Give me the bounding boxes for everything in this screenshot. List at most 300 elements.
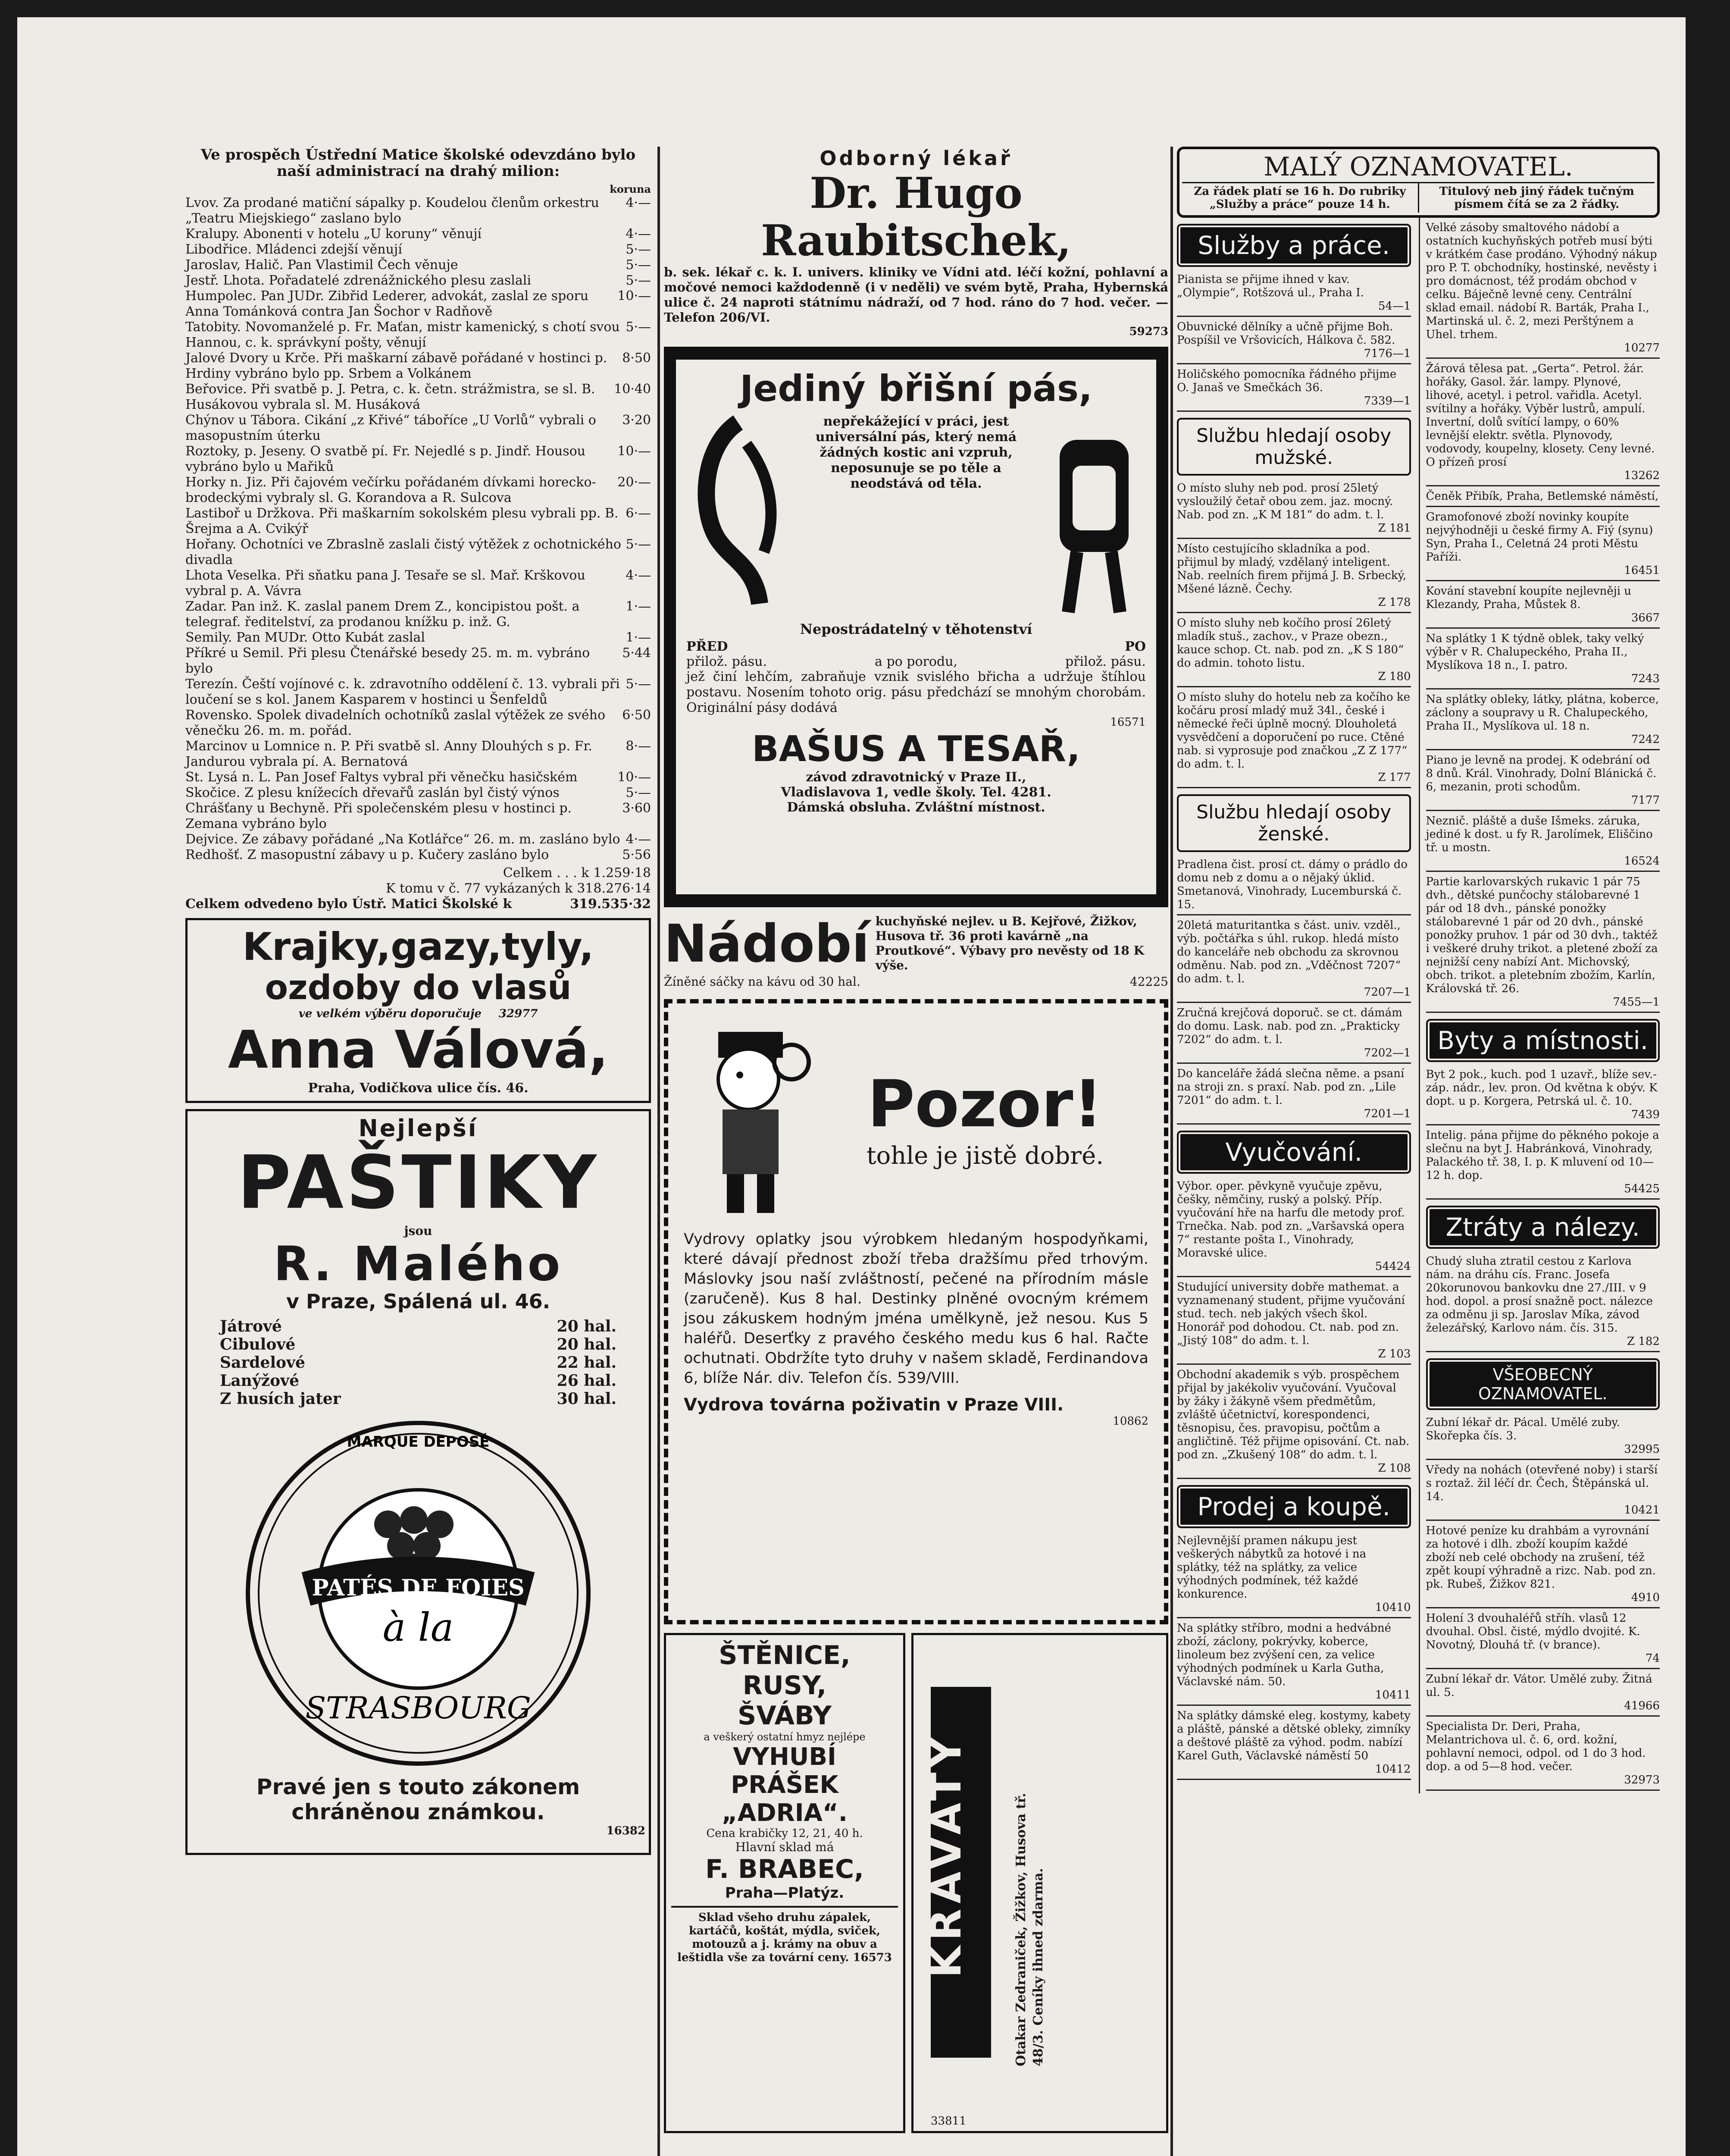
nadobi-ad-text2: Žíněné sáčky na kávu od 30 hal. — [664, 975, 860, 989]
lace-ad-address: Praha, Vodičkova ulice čís. 46. — [308, 1081, 529, 1096]
list-prodej — [1177, 1534, 1411, 1780]
classified-text: Studující university dobře mathemat. a vyznamenaný student, přijme vyučování stud. tech. neb jakých všech škol. Honorář pod dohodou. Ct. nab. pod zn. „Jistý 108“ do adm. t. l. — [1177, 1281, 1405, 1347]
classified-ad — [1426, 511, 1660, 577]
donation-text: Lhota Veselka. Při sňatku pana J. Tesaře se sl. Mař. Krškovou vybral p. A. Vávra — [185, 568, 585, 599]
divider — [1426, 627, 1660, 629]
donation-row — [185, 195, 651, 226]
list-zbozi — [1426, 221, 1660, 1013]
classified-text: Partie karlovarských rukavic 1 pár 75 dvh., dětské punčochy stálobarevné 1 pár od 18 dvh., pánské ponožky stálobarevné 1 pár od 20 dvh., pánské ponožky pruhov. 1 pár od 30 dvh., taktéž i veškeré druhy trikot. a pletené zboží za nejnižší ceny nabízí Ant. Michovský, obch. trikot. a pletebním zbožím, Karlín, Královská tř. 26. — [1426, 875, 1658, 995]
donations-list — [185, 195, 651, 863]
classified-text: Specialista Dr. Deri, Praha, Melantrichova ul. č. 6, ord. kožní, pohlavní nemoci, odpol. od 1 do 3 hod. dop. a od 5—8 hod. večer. — [1426, 1720, 1646, 1773]
classified-ad — [1177, 919, 1411, 999]
classified-ad — [1426, 1673, 1660, 1713]
price-item: Z husích jater — [220, 1390, 341, 1408]
donation-amount: 5·— — [626, 257, 651, 273]
classified-text: Velké zásoby smaltového nádobí a ostatních kuchyňských potřeb musí býti v krátkém čase prodáno. Výhodný nákup pro P. T. obchodníky, hostinské, nevěsty i pro domácnost, též prodám obchod v celku. Báječně levné ceny. Centrální sklad email. nádobí R. Barták, Praha I., Martinská ul. č. 2, mezi Perštýnem a Uhel. trhem. — [1426, 221, 1657, 341]
price-value: 22 hal. — [557, 1354, 616, 1372]
divider — [1426, 688, 1660, 689]
belt-ad-title: Jediný břišní pás, — [740, 367, 1092, 410]
classified-number: 54—1 — [1378, 300, 1411, 313]
classified-ad — [1177, 1281, 1411, 1361]
doctor-ad — [664, 147, 1168, 338]
donation-row — [185, 599, 651, 630]
classified-ad — [1177, 1180, 1411, 1273]
kravaty-word: KRAVATY — [922, 1732, 970, 1978]
price-row — [220, 1372, 616, 1390]
price-value: 30 hal. — [557, 1390, 616, 1408]
section-byty: Byty a místnosti. — [1426, 1019, 1660, 1062]
donation-row — [185, 630, 651, 646]
classified-number: 7207—1 — [1364, 986, 1411, 999]
classified-ad — [1177, 1368, 1411, 1475]
divider — [1426, 580, 1660, 581]
divider — [1177, 538, 1411, 539]
donation-text: Roztoky, p. Jeseny. O svatbě pí. Fr. Nejedlé s p. Jindř. Housou vybráno bylo u Mařiků — [185, 444, 586, 474]
classified-text: Na splátky dámské eleg. kostymy, kabety a pláště, pánské a dětské obleky, zimníky a deštové pláště za výhod. podm. nabízí Karel Guth, Václavské náměstí 50 — [1177, 1709, 1411, 1762]
nadobi-ad-text: kuchyňské nejlev. u B. Kejřové, Žižkov, Husova tř. 36 proti kavárně „na Proutkové“. Výbavy pro nevěsty od 18 K výše. — [875, 914, 1144, 972]
classified-text: Byt 2 pok., kuch. pod 1 uzavř., blíže sev.-záp. nádr., lev. pron. Od května k obýv. K dopt. u p. Korgera, Petrská ul. č. 10. — [1426, 1068, 1658, 1108]
belt-caption-3: přilož. pásu. — [1065, 654, 1146, 669]
doctor-ad-name: Dr. Hugo Raubitschek, — [761, 169, 1071, 266]
divider — [1177, 914, 1411, 915]
donation-row — [185, 226, 651, 242]
donation-amount: 10·— — [617, 444, 651, 459]
price-item: Sardelové — [220, 1354, 305, 1372]
classified-ad — [1426, 1255, 1660, 1348]
donation-row — [185, 320, 651, 351]
divider — [1426, 506, 1660, 507]
section-muzske: Službu hledají osoby mužské. — [1177, 418, 1411, 476]
divider — [1177, 787, 1411, 788]
divider — [1426, 1607, 1660, 1608]
list-vseobecny — [1426, 1416, 1660, 1791]
donation-amount: 5·— — [626, 785, 651, 800]
divider — [1177, 1478, 1411, 1479]
donation-row — [185, 832, 651, 847]
divider — [1177, 686, 1411, 687]
lace-ad-name: Anna Válová, — [228, 1020, 609, 1080]
pate-ad — [185, 1109, 651, 1855]
classified-text: Piano je levně na prodej. K odebrání od 8 dnů. Král. Vinohrady, Dolní Blánická č. 6, mezanin, proti schodům. — [1426, 754, 1657, 793]
classified-ad — [1177, 1622, 1411, 1702]
donation-text: Beřovice. Při svatbě p. J. Petra, c. k. četn. strážmistra, se sl. B. Husákovou vybrala sl. M. Husáková — [185, 382, 595, 412]
classified-text: Gramofonové zboží novinky koupíte nejvýhodněji u české firmy A. Fiý (synu) Syn, Praha I., Celetná 24 proti Městu Paříži. — [1426, 511, 1653, 564]
donation-amount: 5·— — [626, 320, 651, 335]
donations-heading: Ve prospěch Ústřední Matice školské odevzdáno bylo naší administrací na drahý milion: — [200, 146, 636, 180]
classified-number: 3667 — [1631, 611, 1660, 624]
doctor-ad-number: 59273 — [1129, 325, 1168, 338]
pozor-ad-title: Pozor! — [867, 1066, 1103, 1142]
classified-ad — [1177, 1006, 1411, 1060]
belt-ad — [664, 347, 1168, 907]
classified-number: 7176—1 — [1364, 347, 1411, 360]
belt-after-figure-icon — [1042, 414, 1146, 621]
classified-text: Kování stavební koupíte nejlevněji u Klezandy, Praha, Můstek 8. — [1426, 585, 1632, 611]
pate-ad-jsou: jsou — [404, 1224, 432, 1238]
belt-ad-mid: Nepostrádatelný v těhotenství — [800, 621, 1032, 637]
pozor-ad-sub: tohle je jistě dobré. — [866, 1141, 1104, 1170]
donation-row — [185, 739, 651, 770]
classifieds-rates-right: Titulový neb jiný řádek tučným písmem čítá se za 2 řádky. — [1439, 185, 1634, 211]
classified-text: Intelig. pána přijme do pěkného pokoje a slečnu na byt J. Habránková, Vinohrady, Palackého tř. 38, I. p. K mluvení od 10—12 h. dop. — [1426, 1129, 1659, 1182]
divider — [1177, 1123, 1411, 1125]
classified-ad — [1426, 1416, 1660, 1456]
kravaty-text: Otakar Zedraniček, Žižkov, Husova tř. 48/3. Ceníky ihned zdarma. — [1014, 1792, 1046, 2066]
classified-text: Obuvnické dělníky a učně přijme Boh. Pospíšil ve Vršovicích, Hálkova č. 582. — [1177, 320, 1395, 347]
section-vyucovani: Vyučování. — [1177, 1131, 1411, 1174]
classified-ad — [1177, 1067, 1411, 1121]
svg-text:PATÉS DE FOIES: PATÉS DE FOIES — [312, 1575, 525, 1601]
classifieds-title: MALÝ OZNAMOVATEL. — [1264, 152, 1573, 182]
section-vseobecny: VŠEOBECNÝ OZNAMOVATEL. — [1426, 1358, 1660, 1410]
classified-ad — [1177, 320, 1411, 360]
divider — [1426, 1789, 1660, 1791]
pate-ad-title: PAŠTIKY — [237, 1140, 599, 1225]
pate-ad-number: 16382 — [606, 1824, 645, 1837]
donation-text: Horky n. Jiz. Při čajovém večírku pořádaném dívkami horecko-brodeckými vybraly sl. G. Korandova a R. Sulcova — [185, 475, 596, 505]
classified-number: 32995 — [1624, 1443, 1660, 1456]
classified-number: Z 178 — [1378, 596, 1411, 609]
pate-ad-top: Nejlepší — [358, 1115, 478, 1142]
donation-row — [185, 506, 651, 537]
belt-label-before: PŘED — [686, 639, 728, 654]
classified-number: 7201—1 — [1364, 1107, 1411, 1120]
donation-amount: 3·20 — [622, 413, 651, 428]
lace-ad-number: 32977 — [498, 1007, 538, 1020]
divider — [1426, 1520, 1660, 1521]
divider — [1177, 1705, 1411, 1706]
nadobi-ad-footer — [664, 975, 1168, 989]
donation-amount: 6·— — [626, 506, 651, 521]
classified-text: Na splátky 1 K týdně oblek, taky velký výběr v R. Chalupeckého, Praha II., Myslíkova 18 n., I. patro. — [1426, 632, 1644, 672]
divider — [1177, 411, 1411, 412]
doctor-ad-text: b. sek. lékař c. k. I. univers. kliniky ve Vídni atd. léčí kožní, pohlavní a močové nemoci každodenně (i v neděli) ve svém bytě, Praha, Hybernská ulice č. 24 naproti státnímu nádraží, od 7 hod. ráno do 7 hod. večer. — Telefon 206/VI. — [664, 265, 1168, 325]
classified-text: Žárová tělesa pat. „Gerta“. Petrol. žár. hořáky, Gasol. žár. lampy. Plynové, lihové, acetyl. i petrol. vařidla. Acetyl. svítilny a hořáky. Výběr lustrů, ampulí. Invertní, dolů svítící lampy, o 60% levnější elektr. světla. Plynovody, vodovody, koupelny, klosety. Ceny levné. O přízeň prosí — [1426, 362, 1655, 469]
divider — [1426, 810, 1660, 811]
list-vyucovani — [1177, 1180, 1411, 1479]
classified-text: Hotové peníze ku drahbám a vyrovnání za hotové i dlh. zboží koupím každé zboží neb celé obchody na zrušení, též zpět koupí výhradně a rizc. Nab. pod zn. pk. Rubeš, Žižkov 821. — [1426, 1524, 1656, 1591]
divider — [1426, 871, 1660, 872]
classified-ad — [1177, 482, 1411, 535]
donation-row — [185, 770, 651, 785]
pozor-ad — [664, 999, 1168, 1624]
donation-amount: 10·— — [617, 770, 651, 785]
classified-text: Místo cestujícího skladníka a pod. přijmul by mladý, vzdělaný inteligent. Nab. reelních firem přijmá J. B. Srbecký, Mšené lázně. Čechy. — [1177, 542, 1407, 595]
bottom-ads-row — [664, 1633, 1168, 2133]
classified-text: O místo sluhy neb pod. prosí 25letý vysloužilý četař obou zem. jaz. mocný. Nab. pod zn. „K M 181“ do adm. t. l. — [1177, 482, 1393, 521]
divider — [1177, 363, 1411, 364]
grand-total-row: Celkem odvedeno bylo Ústř. Matici Školské k 319.535·32 — [185, 896, 651, 912]
divider — [1177, 612, 1411, 613]
pate-price-list — [220, 1317, 616, 1408]
list-zenske — [1177, 858, 1411, 1125]
classified-ad — [1177, 1534, 1411, 1614]
classified-ad — [1177, 273, 1411, 313]
price-item: Cibulové — [220, 1335, 296, 1354]
divider — [1426, 1198, 1660, 1200]
classified-ad — [1426, 693, 1660, 746]
donations-column — [185, 147, 651, 1855]
classified-number: 10412 — [1375, 1763, 1411, 1776]
donation-amount: 6·50 — [622, 708, 651, 723]
donation-text: Redhošť. Z masopustní zábavy u p. Kučery zasláno bylo — [185, 847, 549, 862]
list-sluzby — [1177, 273, 1411, 412]
divider — [1426, 485, 1660, 486]
classified-ad — [1426, 632, 1660, 686]
classifieds-subcolumn-left — [1177, 218, 1411, 1793]
classified-ad — [1177, 617, 1411, 683]
classified-text: Chudý sluha ztratil cestou z Karlova nám. na dráhu cís. Franc. Josefa 20korunovou bankovku dne 27./III. v 9 hod. dopol. a prosí snažně poct. nálezce za odměnu ji sp. Jaroslav Míka, závod železářský, Karlovo nám. čís. 315. — [1426, 1255, 1653, 1335]
donation-amount: 5·— — [626, 537, 651, 552]
belt-ad-firm3: Vladislavova 1, vedle školy. Tel. 4281. — [781, 785, 1051, 800]
classified-ad — [1426, 1612, 1660, 1665]
pate-ad-name: R. Malého — [273, 1236, 563, 1291]
classified-ad — [1177, 542, 1411, 609]
svg-text:STRASBOURG: STRASBOURG — [305, 1690, 531, 1726]
belt-ad-firm2: závod zdravotnický v Praze II., — [806, 770, 1026, 785]
belt-ad-firm: BAŠUS A TESAŘ, — [752, 729, 1080, 770]
price-value: 26 hal. — [557, 1372, 616, 1390]
price-row — [220, 1335, 616, 1354]
classified-text: Nejlevnější pramen nákupu jest veškerých nábytků za hotové i na splátky, též na splátky, za velice výhodných podmínek, též každé konkurence. — [1177, 1534, 1367, 1601]
classified-text: Na splátky stříbro, modni a hedvábné zboží, záclony, pokrývky, koberce, linoleum bez zvýšení cen, za velice výhodných podmínek u Karla Gutha, Václavské nám. 50. — [1177, 1622, 1392, 1688]
donation-amount: 10·40 — [614, 382, 651, 397]
classified-ad — [1426, 221, 1660, 355]
section-zenske: Službu hledají osoby ženské. — [1177, 794, 1411, 852]
classified-ad — [1426, 875, 1660, 1009]
classified-number: 7202—1 — [1364, 1047, 1411, 1059]
classified-number: 4910 — [1631, 1591, 1660, 1604]
nadobi-ad-title: Nádobí — [664, 914, 870, 974]
donation-text: Humpolec. Pan JUDr. Zibřid Lederer, advokát, zaslal ze sporu Anna Tománková contra Jan Šochor v Radňově — [185, 288, 589, 319]
donation-row — [185, 847, 651, 863]
donation-row — [185, 273, 651, 288]
classified-ad — [1426, 1463, 1660, 1517]
divider — [1177, 1617, 1411, 1618]
nadobi-ad — [664, 914, 1168, 975]
svg-text:à la: à la — [382, 1605, 454, 1650]
classified-number: 7339—1 — [1364, 395, 1411, 407]
classified-number: 7455—1 — [1613, 996, 1660, 1009]
price-item: Lanýžové — [220, 1372, 300, 1390]
donation-text: Kralupy. Abonenti v hotelu „U koruny“ věnují — [185, 226, 482, 241]
classified-text: Holení 3 dvouhaléřů stříh. vlasů 12 dvouhal. Obsl. čisté, mýdlo dvojité. K. Novotný, Dlouhá tř. (v brance). — [1426, 1612, 1640, 1651]
donation-text: Semily. Pan MUDr. Otto Kubát zaslal — [185, 630, 425, 645]
divider — [1177, 1062, 1411, 1064]
belt-ad-text: jež činí lehčím, zabraňuje vznik svislého břicha a udržuje štíhlou postavu. Nosením tohoto orig. pásu předchází se mnohým chorobám. Originální pásy dodává — [686, 669, 1146, 715]
adria-price: Cena krabičky 12, 21, 40 h. — [706, 1827, 863, 1840]
divider — [1177, 1363, 1411, 1365]
divider — [1177, 1779, 1411, 1780]
donation-amount: 5·— — [626, 242, 651, 257]
donation-amount: 10·— — [617, 288, 651, 304]
divider — [1177, 1276, 1411, 1277]
classified-text: O místo sluhy do hotelu neb za kočího ke kočáru prosí mladý muž 34l., české i německé řeči úplně mocný. Dlouholetá vysvědčení a doporučení po ruce. Ctěné nab. si vyprosuje pod značkou „Z Z 177“ do adm. t. l. — [1177, 691, 1411, 771]
donation-text: Terezín. Čeští vojínové c. k. zdravotního oddělení č. 13. vybrali při loučení se s kol. Janem Kasparem v hostinci u Šenfeldů — [185, 677, 620, 707]
classified-ad — [1426, 1720, 1660, 1787]
belt-caption-2: a po porodu, — [875, 654, 957, 669]
donation-row — [185, 801, 651, 832]
donation-row — [185, 537, 651, 568]
donation-text: St. Lysá n. L. Pan Josef Faltys vybral při věnečku hasičském — [185, 770, 578, 785]
lace-ad-line2: ozdoby do vlasů — [265, 968, 572, 1007]
belt-ad-sub: nepřekážející v práci, jest universální pás, který nemá žádných kostic ani vzpruh, neposunuje se po těle a neodstává od těla. — [815, 414, 1017, 491]
donation-amount: 8·— — [626, 739, 651, 754]
classified-number: 10411 — [1375, 1689, 1411, 1702]
classified-ad — [1177, 1709, 1411, 1776]
pate-ad-address: v Praze, Spálená ul. 46. — [286, 1290, 551, 1313]
divider — [1426, 1668, 1660, 1669]
classified-number: 7177 — [1631, 794, 1660, 807]
donation-text: Tatobity. Novomanželé p. Fr. Maťan, mistr kamenický, s chotí svou Hannou, c. k. správkyní pošty, věnují — [185, 320, 620, 350]
classified-number: 54425 — [1624, 1182, 1660, 1195]
donation-amount: 5·— — [626, 677, 651, 692]
belt-ad-number: 16571 — [1110, 716, 1146, 729]
adria-l5: PRÁŠEK — [731, 1771, 838, 1799]
price-row — [220, 1390, 616, 1408]
section-ztraty: Ztráty a nálezy. — [1426, 1206, 1660, 1249]
belt-caption-1: přilož. pásu. — [686, 654, 767, 669]
divider — [1426, 357, 1660, 359]
section-sluzby: Služby a práce. — [1177, 224, 1411, 267]
list-ztraty — [1426, 1255, 1660, 1352]
classified-ad — [1426, 1068, 1660, 1122]
donation-row — [185, 475, 651, 506]
adria-location: Praha—Platýz. — [725, 1884, 845, 1902]
divider — [1426, 1459, 1660, 1460]
divider — [1177, 1002, 1411, 1003]
donation-row — [185, 785, 651, 801]
classified-text: Vředy na nohách (otevřené noby) i starší s roztaž. žil léčí dr. Čech, Štěpánská ul. 14. — [1426, 1463, 1658, 1503]
classified-text: Pianista se přijme ihned v kav. „Olympie“, Rotšzová ul., Praha I. — [1177, 273, 1364, 299]
total-row: Celkem . . . k 1.259·18 — [503, 865, 651, 881]
classified-text: Neznič. pláště a duše Išmeks. záruka, jediné k dost. u fy R. Jarolímek, Eliščino tř. u mostn. — [1426, 815, 1653, 854]
classified-text: Zubní lékař dr. Pácal. Umělé zuby. Skořepka čís. 3. — [1426, 1416, 1620, 1442]
classified-number: 32973 — [1624, 1774, 1660, 1786]
classified-ad — [1177, 691, 1411, 784]
lace-ad-line3: ve velkém výběru doporučuje — [298, 1007, 482, 1020]
classified-text: Holičského pomocníka řádného přijme O. Janaš ve Smečkách 36. — [1177, 368, 1397, 394]
adria-l4: VYHUBÍ — [733, 1743, 836, 1771]
adria-bottom: Sklad všeho druhu zápalek, kartáčů, koštát, mýdla, sviček, motouzů a j. krámy na obuv a leštidla vše za tovární ceny. 16573 — [671, 1906, 898, 1965]
classified-number: 41966 — [1624, 1699, 1660, 1712]
donation-amount: 20·— — [617, 475, 651, 490]
classifieds-header — [1177, 147, 1660, 218]
donation-text: Lastiboř u Držkova. Při maškarním sokolském plesu vybrali pp. B. Šrejma a A. Cvikýř — [185, 506, 619, 536]
donation-row — [185, 382, 651, 413]
donation-row — [185, 351, 651, 382]
donation-amount: 5·— — [626, 273, 651, 288]
classified-number: 7439 — [1631, 1108, 1660, 1121]
donation-text: Dejvice. Ze zábavy pořádané „Na Kotlářce“ 26. m. m. zasláno bylo — [185, 832, 620, 847]
classified-ad — [1426, 362, 1660, 483]
classified-text: Na splátky obleky, látky, plátna, koberce, záclony a soupravy u R. Chalupeckého, Praha II., Myslíkova ul. 18 n. — [1426, 693, 1659, 733]
donation-text: Lvov. Za prodané matiční sápalky p. Koudelou členům orkestru „Teatru Miejskiego“ zaslano bylo — [185, 195, 599, 226]
pozor-ad-number: 10862 — [1113, 1415, 1148, 1428]
donation-text: Hořany. Ochotníci ve Zbraslně zaslali čistý výtěžek z ochotnického divadla — [185, 537, 621, 567]
donation-text: Jestř. Lhota. Pořadatelé zdrenážnického plesu zaslali — [185, 273, 531, 288]
divider — [1426, 1715, 1660, 1717]
divider — [1426, 749, 1660, 750]
donation-amount: 4·— — [626, 226, 651, 241]
donation-text: Marcinov u Lomnice n. P. Při svatbě sl. Anny Dlouhých s p. Fr. Jandurou vybrala pí. A. Bernatová — [185, 739, 592, 769]
donation-amount: 4·— — [626, 568, 651, 583]
newspaper-page — [17, 17, 1686, 2156]
previous-row: K tomu v č. 77 vykázaných k 318.276·14 — [386, 881, 651, 896]
currency-label: koruna — [610, 183, 651, 195]
classified-text: Do kanceláře žádá slečna něme. a psaní na stroji zn. s praxí. Nab. pod zn. „Lile 7201“ do adm. t. l. — [1177, 1067, 1405, 1107]
adria-ad — [664, 1633, 905, 2133]
adria-firm: F. BRABEC, — [705, 1854, 864, 1884]
classified-number: 74 — [1645, 1652, 1660, 1665]
donation-row — [185, 288, 651, 320]
classified-number: 7242 — [1631, 733, 1660, 746]
price-row — [220, 1317, 616, 1335]
kravaty-number: 33811 — [931, 2115, 967, 2128]
classified-number: 13262 — [1624, 469, 1660, 482]
list-muzske — [1177, 482, 1411, 788]
donation-amount: 8·50 — [622, 351, 651, 366]
classified-text: Výbor. oper. pěvkyně vyučuje zpěvu, češky, němčiny, ruský a polský. Příp. vyučování hře na harfu dle metody prof. Trnečka. Nab. pod zn. „Varšavská opera 7“ restante pošta I., Vinohrady, Moravské ulice. — [1177, 1180, 1405, 1260]
classifieds-rates-left: Za řádek platí se 16 h. Do rubriky „Služby a práce“ pouze 14 h. — [1182, 183, 1419, 213]
classified-number: Z 177 — [1378, 771, 1411, 784]
classified-number: 16524 — [1624, 855, 1660, 868]
classified-number: 7243 — [1631, 672, 1660, 685]
divider — [1426, 1351, 1660, 1352]
classified-number: Z 103 — [1378, 1348, 1411, 1360]
donation-amount: 4·— — [626, 195, 651, 210]
classified-ad — [1426, 585, 1660, 625]
price-item: Játrové — [220, 1317, 282, 1335]
classified-text: 20letá maturitantka s část. univ. vzděl., výb. počtářka s úhl. rukop. hledá místo do kanceláře neb obchodu za skrovnou odměnu. Nab. pod zn. „Vděčnost 7207“ do adm. t. l. — [1177, 919, 1401, 985]
classified-text: Zubní lékař dr. Vátor. Umělé zuby. Žitná ul. 5. — [1426, 1673, 1652, 1699]
donation-text: Chrášťany u Bechyně. Při společenském plesu v hostinci p. Zemana vybráno bylo — [185, 801, 572, 831]
classified-text: O místo sluhy neb kočího prosí 26letý mladík stuš., zachov., v Praze obezn., kauce schop. Ct. nab. pod zn. „K S 180“ do admin. tohoto listu. — [1177, 617, 1404, 670]
classified-ad — [1426, 754, 1660, 807]
donation-text: Libodřice. Mládenci zdejší věnují — [185, 242, 402, 257]
lace-ad-line1: Krajky,gazy,tyly, — [242, 924, 594, 969]
lace-ad — [185, 918, 651, 1103]
classified-ad — [1177, 858, 1411, 912]
belt-label-after: PO — [1125, 639, 1146, 654]
classified-number: 10421 — [1624, 1504, 1660, 1517]
donation-text: Rovensko. Spolek divadelních ochotníků zaslal výtěžek ze svého věnečku 26. m. m. pořád. — [185, 708, 606, 738]
donation-row — [185, 257, 651, 273]
donation-amount: 1·— — [626, 599, 651, 614]
donation-text: Jalové Dvory u Krče. Při maškarní zábavě pořádané v hostinci p. Hrdiny vybráno bylo pp. Srbem a Volkánem — [185, 351, 607, 381]
adria-store: Hlavní sklad má — [735, 1840, 834, 1854]
donation-row — [185, 646, 651, 677]
svg-text:MARQUE DEPOSÉ: MARQUE DEPOSÉ — [347, 1433, 490, 1451]
adria-side: a veškerý ostatní hmyz nejlépe — [704, 1731, 866, 1743]
classified-number: 54424 — [1375, 1260, 1411, 1273]
classified-ad — [1426, 490, 1660, 503]
donation-amount: 4·— — [626, 832, 651, 847]
classified-text: Zručná krejčová doporuč. se ct. dámám do domu. Lask. nab. pod zn. „Prakticky 7202“ do adm. t. l. — [1177, 1006, 1402, 1046]
donation-text: Skočice. Z plesu knížecích dřevařů zaslán byl čistý výnos — [185, 785, 560, 800]
donation-amount: 5·56 — [622, 847, 651, 862]
donation-amount: 3·60 — [622, 801, 651, 816]
classified-number: Z 181 — [1378, 522, 1411, 535]
donation-row — [185, 444, 651, 475]
classified-text: Pradlena čist. prosí ct. dámy o prádlo do domu neb z domu a o nějaký úklid. Smetanová, Vinohrady, Lucemburská č. 15. — [1177, 858, 1408, 911]
belt-before-figure-icon — [686, 414, 790, 621]
classified-ad — [1426, 1129, 1660, 1196]
adria-l3: ŠVÁBY — [738, 1701, 832, 1731]
adria-l6: „ADRIA“. — [721, 1799, 848, 1827]
donation-amount: 1·— — [626, 630, 651, 645]
donation-text: Chýnov u Tábora. Cikání „z Křivé“ táboříce „U Vorlů“ vybrali o masopustním úterku — [185, 413, 596, 443]
